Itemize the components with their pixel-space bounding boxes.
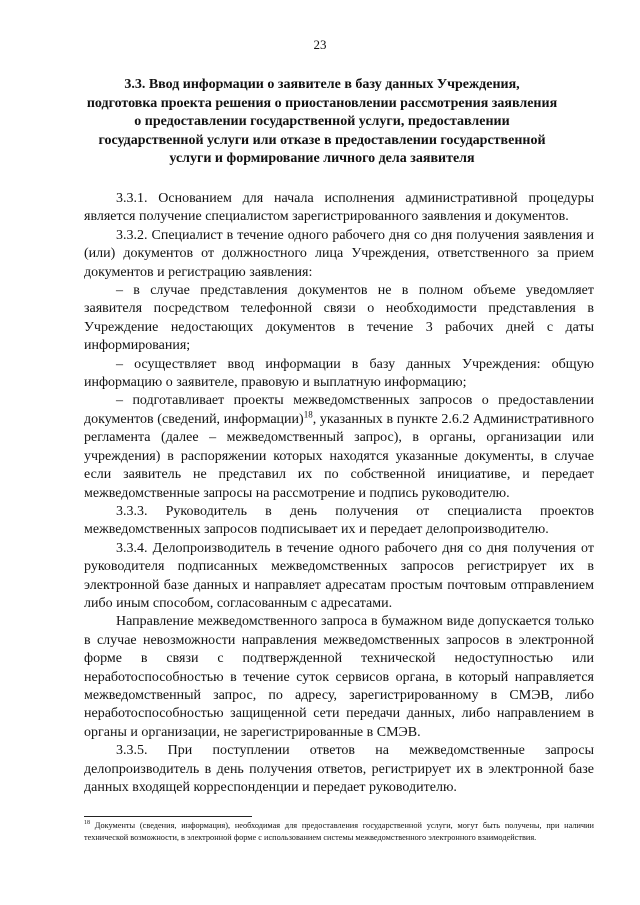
paragraph-3-3-3: 3.3.3. Руководитель в день получения от специалиста проектов межведомственных запросов подписывает их и передает делопроизводителю. — [84, 503, 594, 538]
list-item-prepare — [84, 392, 594, 502]
paragraph-3-3-2: 3.3.2. Специалист в течение одного рабочего дня со дня получения заявления и (или) документов от должностного лица Учреждения, ответственного за прием документов и регистрацию заявления: — [84, 227, 594, 280]
page-number: 23 — [313, 37, 327, 52]
footnote — [84, 820, 594, 843]
list-item-input: – осуществляет ввод информации в базу данных Учреждения: общую информацию о заявителе, правовую и выплатную информацию; — [84, 356, 594, 391]
footnote-text: Документы (сведения, информация), необходимая для предоставления государственной услуги, могут быть получены, при наличии технической возможности, в электронной форме с использованием системы межведомственного электронного взаимодействия. — [84, 821, 594, 842]
paragraph-paper-request: Направление межведомственного запроса в бумажном виде допускается только в случае невозможности направления межведомственных запросов в электронной форме в связи с подтвержденной технической недоступностью или неработоспособностью в течение суток сервисов органа, в который направляется межведомственный запрос, по адресу, зарегистрированному в СМЭВ, либо неработоспособностью защищенной сети передачи данных, либо направлением в органы и организации, не зарегистрированные в СМЭВ. — [84, 614, 594, 740]
heading-line: 3.3. Ввод информации о заявителе в базу данных Учреждения, — [124, 77, 520, 92]
section-heading — [82, 76, 562, 169]
paragraph-text: , указанных в пункте 2.6.2 Административного регламента (далее – межведомственный запрос), в органы, организации или учреждения) в распоряжении которых находятся указанные документы, в случае если заявитель не представил их по собственной инициативе, и передает межведомственные запросы на рассмотрение и подпись руководителю. — [84, 411, 595, 501]
heading-line: государственной услуги или отказе в предоставлении государственной — [98, 132, 546, 148]
paragraph-3-3-5: 3.3.5. При поступлении ответов на межведомственные запросы делопроизводитель в день получения ответов, регистрирует их в электронной базе данных входящей корреспонденции и передает руководителю. — [84, 743, 594, 795]
heading-line: подготовка проекта решения о приостановлении рассмотрения заявления — [86, 95, 558, 111]
document-body — [84, 190, 594, 797]
footnote-marker: 18 — [84, 820, 90, 827]
footnote-reference: 18 — [303, 409, 313, 420]
heading-line: о предоставлении государственной услуги, предоставлении — [134, 114, 510, 129]
heading-line: услуги и формирование личного дела заявителя — [169, 151, 475, 166]
paragraph-3-3-1: 3.3.1. Основанием для начала исполнения административной процедуры является получение специалистом зарегистрированного заявления и документов. — [84, 191, 594, 225]
footnote-separator — [84, 816, 252, 817]
paragraph-3-3-4: 3.3.4. Делопроизводитель в течение одного рабочего дня со дня получения от руководителя подписанных межведомственных запросов регистрирует их в электронной базе данных и направляет адресатам простым почтовым отправлением либо иным способом, согласованным с адресатами. — [84, 540, 594, 611]
paragraph-text: – подготавливает проекты межведомственных запросов о предоставлении документов (сведений, информации) — [84, 393, 594, 427]
list-item-notify: – в случае представления документов не в полном объеме уведомляет заявителя посредством телефонной связи о необходимости представления в Учреждение недостающих документов в течение 3 рабочих дней с даты информирования; — [84, 283, 594, 354]
